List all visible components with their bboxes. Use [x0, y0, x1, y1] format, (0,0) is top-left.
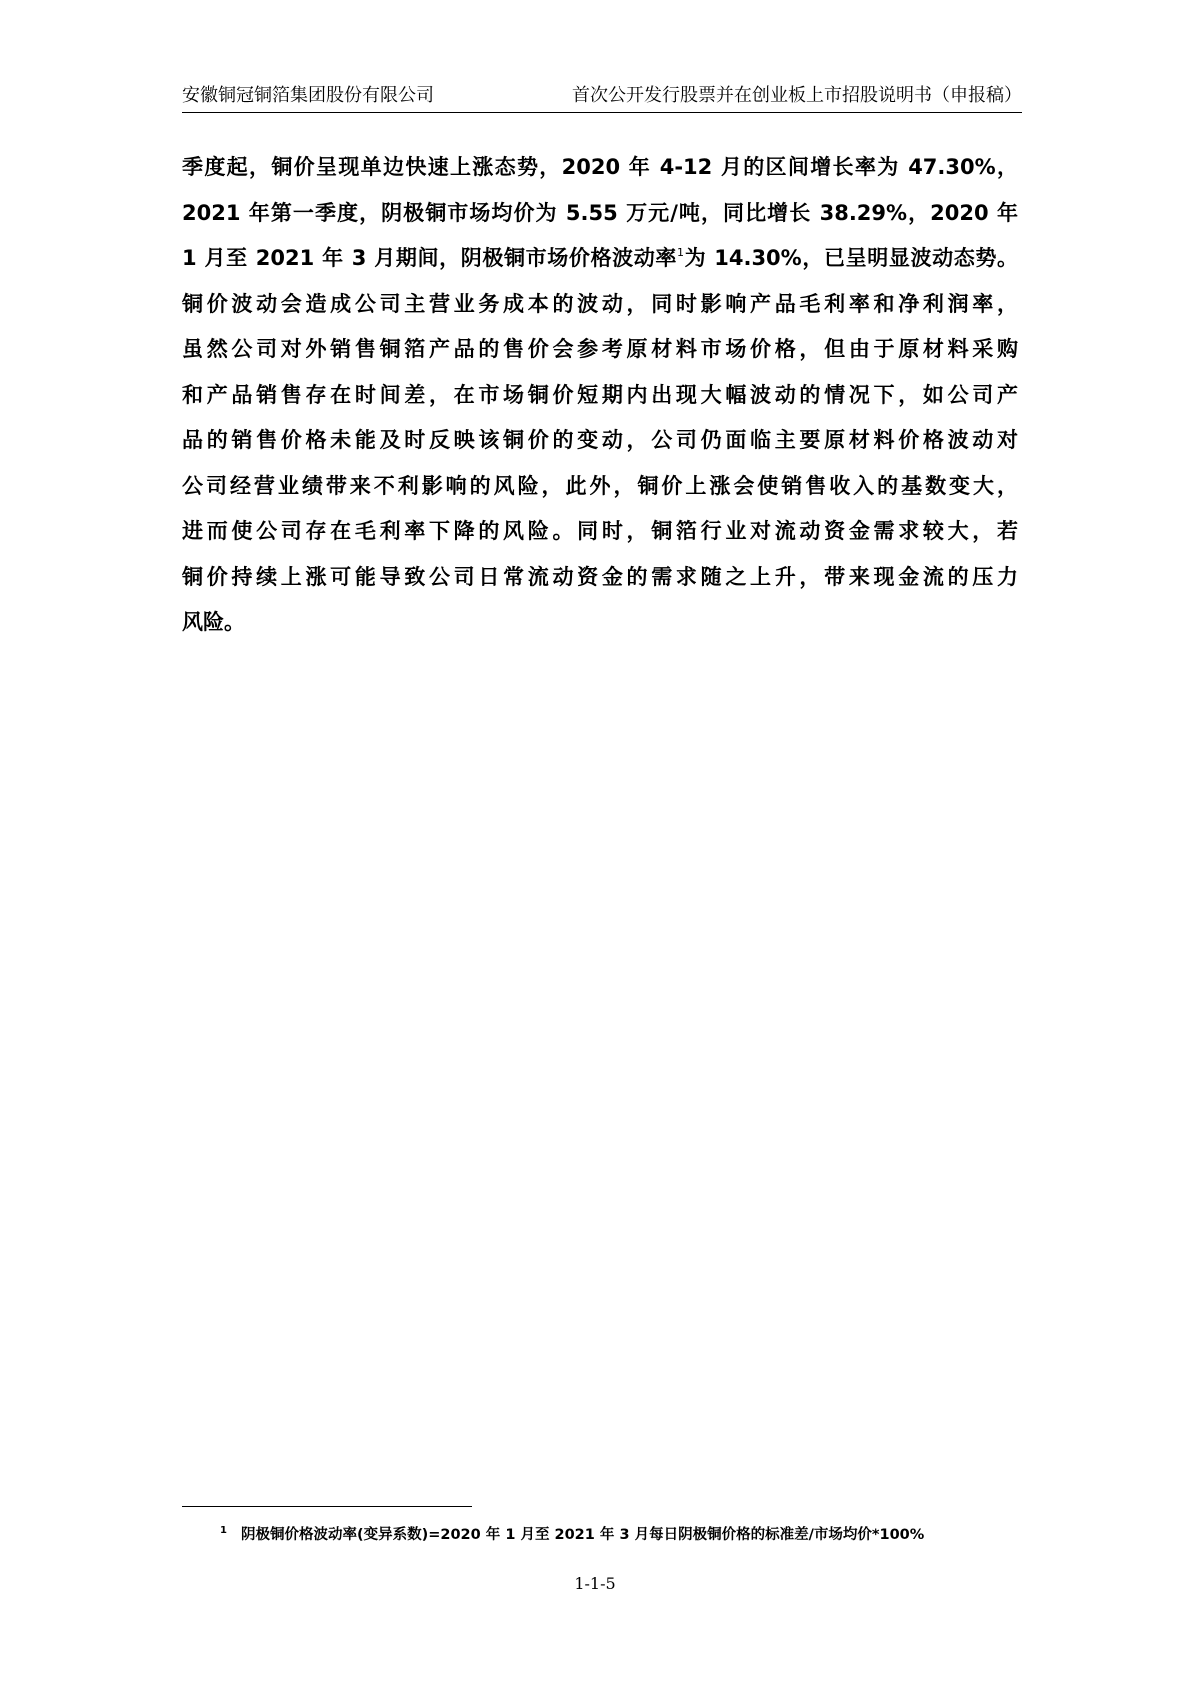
page-header: [182, 84, 1022, 113]
footnote-reference[interactable]: 1: [677, 246, 685, 259]
body-line-3-part-1: 1 月至 2021 年 3 月期间，阴极铜市场价格波动率: [182, 246, 678, 270]
header-document-title: 首次公开发行股票并在创业板上市招股说明书（申报稿）: [572, 85, 1022, 106]
body-line-3-part-2: 为 14.30%，已呈明显波动态势。: [684, 246, 1018, 270]
body-line-4: 铜价波动会造成公司主营业务成本的波动，同时影响产品毛利率和净利润率，: [182, 291, 1018, 316]
body-paragraph: [182, 145, 1018, 646]
body-line-9: 进而使公司存在毛利率下降的风险。同时，铜箔行业对流动资金需求较大，若: [182, 519, 1018, 543]
body-line-7: 品的销售价格未能及时反映该铜价的变动，公司仍面临主要原材料价格波动对: [182, 428, 1018, 452]
body-line-5: 虽然公司对外销售铜箔产品的售价会参考原材料市场价格，但由于原材料采购: [182, 337, 1018, 361]
header-company-name: 安徽铜冠铜箔集团股份有限公司: [182, 85, 434, 106]
body-line-1: 季度起，铜价呈现单边快速上涨态势，2020 年 4-12 月的区间增长率为 47.30%，: [182, 155, 1018, 179]
body-line-11: 风险。: [182, 610, 245, 634]
body-line-2: 2021 年第一季度，阴极铜市场均价为 5.55 万元/吨，同比增长 38.29%，2020 年: [182, 200, 1018, 225]
footnote-marker: 1: [220, 1525, 227, 1536]
body-line-8: 公司经营业绩带来不利影响的风险，此外，铜价上涨会使销售收入的基数变大，: [182, 473, 1018, 498]
footnote-divider: [182, 1506, 472, 1507]
body-line-10: 铜价持续上涨可能导致公司日常流动资金的需求随之上升，带来现金流的压力: [182, 564, 1018, 589]
page-number: 1-1-5: [574, 1574, 616, 1593]
body-line-6: 和产品销售存在时间差，在市场铜价短期内出现大幅波动的情况下，如公司产: [182, 382, 1018, 407]
body-line-3: [182, 236, 1018, 282]
footnote-text: 阴极铜价格波动率(变异系数)=2020 年 1 月至 2021 年 3 月每日阴极铜价格的标准差/市场均价*100%: [240, 1527, 925, 1543]
footnote: [220, 1520, 1020, 1546]
